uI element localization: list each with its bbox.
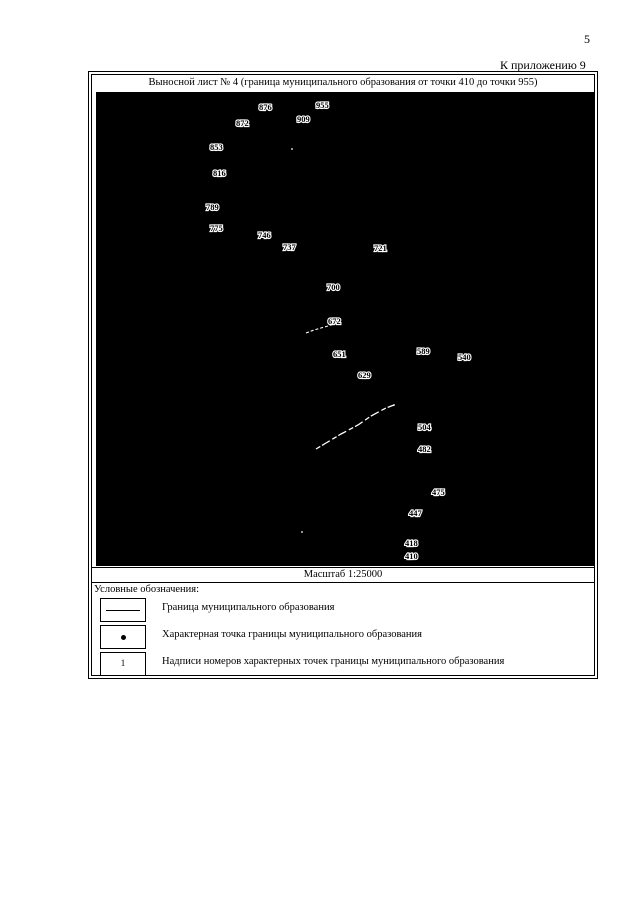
legend-label: Характерная точка границы муниципального образования <box>162 629 422 640</box>
point-label-721: 721 <box>374 243 387 253</box>
boundary-point <box>291 148 293 150</box>
map-sheet-inner-frame <box>91 74 595 676</box>
boundary-point <box>301 531 303 533</box>
point-label-876: 876 <box>259 102 272 112</box>
legend-label: Надписи номеров характерных точек границы муниципального образования <box>162 656 505 667</box>
point-label-447: 447 <box>409 508 422 518</box>
point-label-909: 909 <box>297 114 310 124</box>
point-label-418: 418 <box>405 538 418 548</box>
boundary-segment <box>316 405 394 449</box>
point-label-475: 475 <box>432 487 445 497</box>
annex-reference: К приложению 9 <box>500 58 586 72</box>
boundary-point <box>393 404 395 406</box>
legend-item-point <box>100 625 590 651</box>
point-label-700: 700 <box>327 282 340 292</box>
boundary-point-icon <box>100 625 146 649</box>
point-label-651: 651 <box>333 349 346 359</box>
legend-label: Граница муниципального образования <box>162 602 335 613</box>
point-label-853: 853 <box>210 142 223 152</box>
point-label-955: 955 <box>316 100 329 110</box>
page-number: 5 <box>584 32 590 46</box>
point-number-icon <box>100 652 146 676</box>
point-label-589: 589 <box>417 346 430 356</box>
point-label-629: 629 <box>358 370 371 380</box>
legend-item-number <box>100 652 590 678</box>
legend-title: Условные обозначения: <box>94 584 200 595</box>
point-label-482: 482 <box>418 444 431 454</box>
map-canvas <box>96 92 595 566</box>
map-area[interactable] <box>96 92 595 566</box>
map-sheet-frame <box>88 71 598 679</box>
point-label-816: 816 <box>213 168 226 178</box>
point-label-872: 872 <box>236 118 249 128</box>
point-label-504: 504 <box>418 422 431 432</box>
point-label-672: 672 <box>328 316 341 326</box>
map-scale: Масштаб 1:25000 <box>92 567 594 583</box>
point-label-746: 746 <box>258 230 271 240</box>
legend-item-boundary <box>100 598 590 624</box>
point-label-775: 775 <box>210 223 223 233</box>
point-label-789: 789 <box>206 202 219 212</box>
point-label-737: 737 <box>283 242 296 252</box>
point-label-410: 410 <box>405 551 418 561</box>
map-title: Выносной лист № 4 (граница муниципального образования от точки 410 до точки 955) <box>148 77 538 88</box>
boundary-line-icon <box>100 598 146 622</box>
point-label-540: 540 <box>458 352 471 362</box>
number-sample: 1 <box>120 658 126 668</box>
